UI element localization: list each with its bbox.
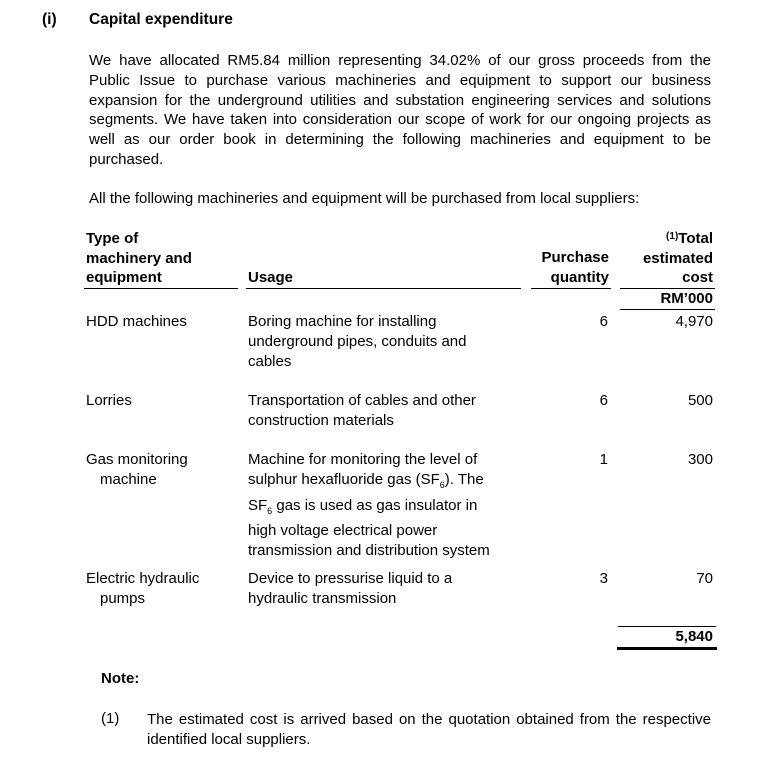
header-quantity-line: Purchase [541,249,609,266]
usage-text: gas is used as gas insulator in [272,496,478,514]
row-type: Lorries [86,392,132,409]
header-rule [84,288,238,289]
header-type-line: equipment [86,269,162,286]
section-number: (i) [42,11,57,28]
type-line: Electric hydraulic [86,570,200,587]
header-cost-text: Total [678,230,713,247]
type-line: machine [100,470,157,488]
subscript: 6 [267,505,273,516]
row-type: HDD machines [86,313,187,330]
header-rule [531,288,611,289]
note-heading: Note: [101,670,140,687]
usage-line: Transportation of cables and other [248,392,476,409]
header-rule [246,288,521,289]
row-quantity: 1 [599,451,608,468]
usage-line [248,496,490,522]
usage-line: transmission and distribution system [248,542,490,560]
row-usage [248,312,467,371]
intro-paragraph: We have allocated RM5.84 million representing 34.02% of our gross proceeds from the Public Issue to purchase various machineries and equipment to support our business expansion for the underground utilities and substation engineering services and solutions segments. We have taken into consideration our scope of work for our ongoing projects as well as our order book in determining the following machineries and equipment to be purchased. [89,52,711,168]
row-cost: 4,970 [675,313,713,330]
usage-line: cables [248,352,292,370]
row-type [86,450,188,490]
type-line: pumps [100,589,146,607]
lead-paragraph: All the following machineries and equipment will be purchased from local suppliers: [89,190,640,207]
total-cost: 5,840 [675,628,713,645]
usage-line: high voltage electrical power [248,522,438,540]
usage-text: ). The [444,470,484,488]
usage-text: SF [248,496,268,514]
header-type-line: machinery and [86,249,192,267]
row-quantity: 6 [599,392,608,409]
header-cost-line: cost [682,269,713,286]
total-double-rule [617,647,717,650]
subscript: 6 [439,479,445,490]
usage-line [248,470,490,496]
header-usage: Usage [248,269,294,286]
row-usage [248,569,452,609]
row-cost: 500 [687,392,713,409]
unit-label: RM’000 [660,290,713,307]
usage-text: sulphur hexafluoride gas (SF [248,470,440,488]
note-text: The estimated cost is arrived based on the quotation obtained from the respective identified local suppliers. [147,711,711,748]
unit-rule [620,309,715,310]
header-quantity-line: quantity [550,268,609,286]
header-quantity [520,248,609,287]
header-type [86,229,192,288]
usage-line: hydraulic transmission [248,589,397,607]
row-type [86,569,199,609]
footnote-marker: (1) [666,231,679,242]
row-quantity: 3 [599,570,608,587]
usage-line: Boring machine for installing [248,313,437,330]
row-cost: 70 [696,570,713,587]
header-cost-line [610,229,713,249]
usage-line: Device to pressurise liquid to a [248,570,453,587]
usage-line: underground pipes, conduits and [248,332,467,350]
row-usage [248,391,476,431]
row-usage [248,450,490,561]
header-type-line: Type of [86,230,139,247]
usage-line: Machine for monitoring the level of [248,451,478,468]
row-quantity: 6 [599,313,608,330]
header-cost [610,229,713,288]
row-cost: 300 [687,451,713,468]
note-marker: (1) [101,710,120,727]
header-cost-line: estimated [642,249,713,267]
type-line: Gas monitoring [86,451,188,468]
section-title: Capital expenditure [89,11,233,28]
usage-line: construction materials [248,411,394,429]
